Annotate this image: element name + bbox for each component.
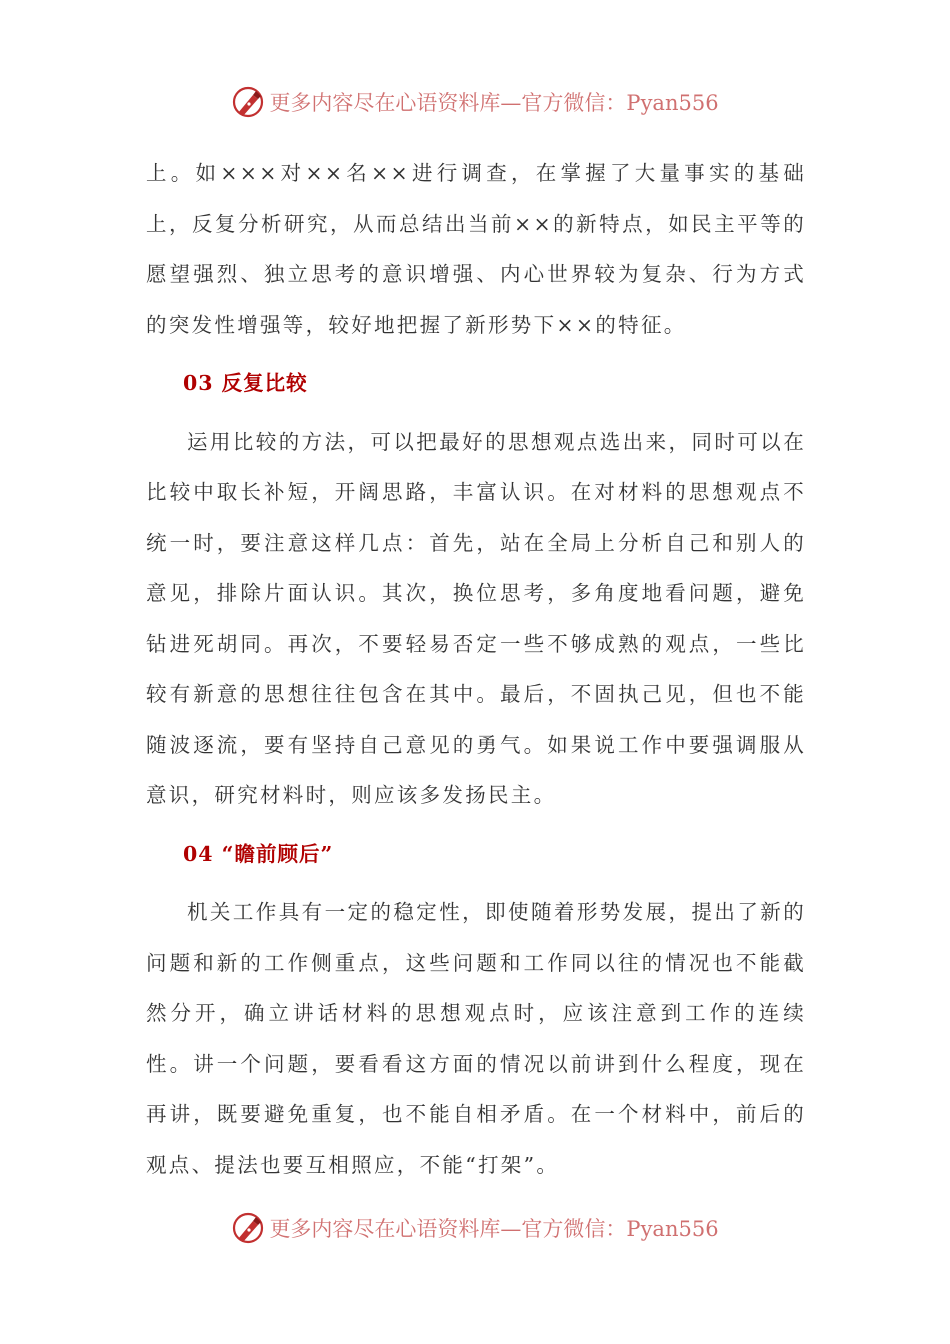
paragraph-intro: 上。如×××对××名××进行调查，在掌握了大量事实的基础上，反复分析研究，从而总结出当前××的新特点，如民主平等的愿望强烈、独立思考的意识增强、内心世界较为复杂、行为方式的突发性增强等，较好地把握了新形势下××的特征。 [146,161,806,337]
paragraph-compare: 运用比较的方法，可以把最好的思想观点选出来，同时可以在比较中取长补短，开阔思路，丰富认识。在对材料的思想观点不统一时，要注意这样几点：首先，站在全局上分析自己和别人的意见，排除片面认识。其次，换位思考，多角度地看问题，避免钻进死胡同。再次，不要轻易否定一些不够成熟的观点，一些比较有新意的思想往往包含在其中。最后，不固执己见，但也不能随波逐流，要有坚持自己意见的勇气。如果说工作中要强调服从意识，研究材料时，则应该多发扬民主。 [146,429,806,807]
banner-text: 更多内容尽在心语资料库—官方微信：Pyan556 [269,1217,719,1241]
footer-banner [0,1208,950,1248]
banner-text: 更多内容尽在心语资料库—官方微信：Pyan556 [269,91,719,115]
section-heading-03: 03 反复比较 [183,371,308,395]
pen-nib-logo-icon [231,85,265,119]
document-body [146,148,806,1190]
pen-nib-logo-icon [231,1211,265,1245]
section-heading-04: 04 “瞻前顾后” [183,841,334,866]
paragraph-continuity: 机关工作具有一定的稳定性，即使随着形势发展，提出了新的问题和新的工作侧重点，这些问题和工作同以往的情况也不能截然分开，确立讲话材料的思想观点时，应该注意到工作的连续性。讲一个问题，要看看这方面的情况以前讲到什么程度，现在再讲，既要避免重复，也不能自相矛盾。在一个材料中，前后的观点、提法也要互相照应，不能“打架”。 [146,900,806,1177]
header-banner [0,82,950,122]
